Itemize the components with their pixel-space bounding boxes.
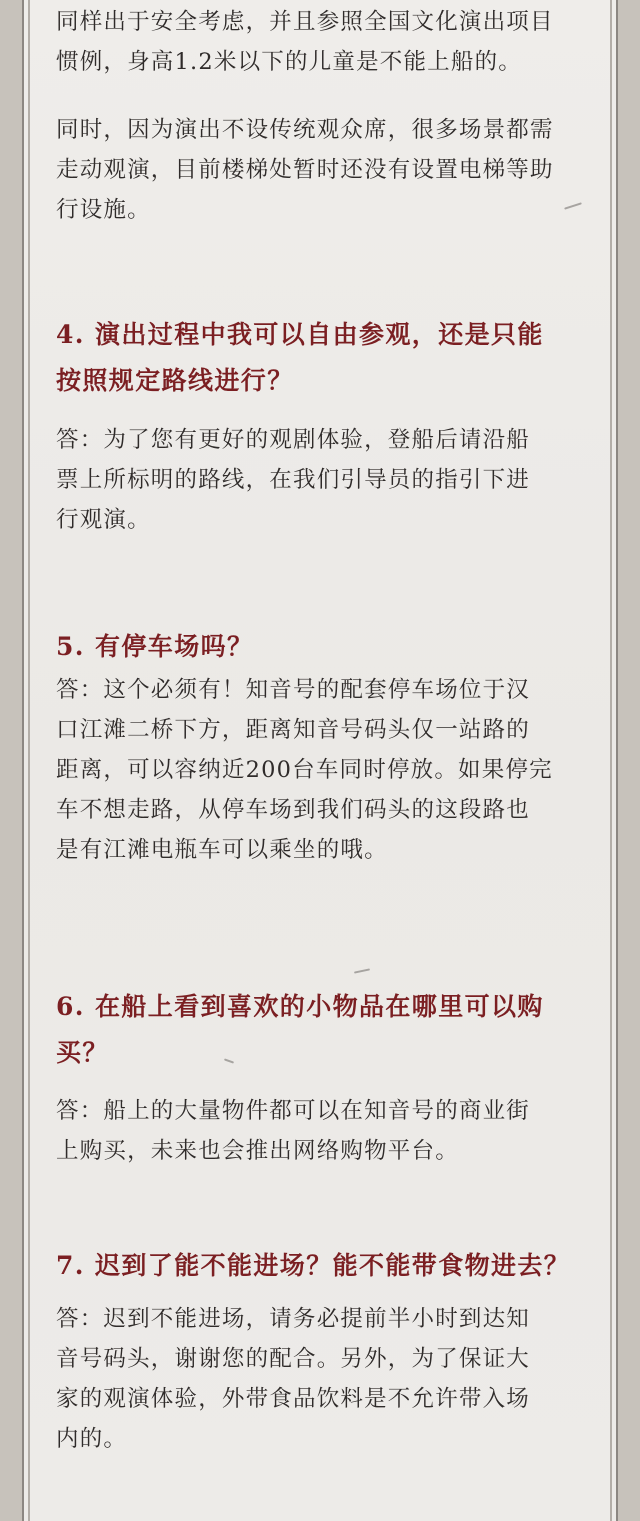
question-line: 5. 有停车场吗？ — [56, 632, 254, 661]
faq-answer-7 — [56, 1299, 616, 1459]
answer-line: 答：船上的大量物件都可以在知音号的商业街 — [56, 1098, 531, 1124]
answer-line: 答：迟到不能进场，请务必提前半小时到达知 — [56, 1306, 531, 1332]
question-line: 按照规定路线进行？ — [56, 366, 294, 395]
answer-line: 距离，可以容纳近200台车同时停放。如果停完 — [56, 757, 553, 783]
faq-question-6 — [56, 984, 616, 1076]
intro-paragraph-2 — [56, 110, 616, 230]
faq-question-4 — [56, 312, 616, 404]
answer-line: 答：为了您有更好的观剧体验，登船后请沿船 — [56, 427, 531, 453]
text-line: 行设施。 — [56, 197, 151, 223]
answer-line: 内的。 — [56, 1426, 128, 1452]
answer-line: 票上所标明的路线，在我们引导员的指引下进 — [56, 467, 531, 493]
answer-line: 音号码头，谢谢您的配合。另外，为了保证大 — [56, 1346, 531, 1372]
answer-line: 车不想走路，从停车场到我们码头的这段路也 — [56, 797, 531, 823]
answer-line: 家的观演体验，外带食品饮料是不允许带入场 — [56, 1386, 531, 1412]
text-line: 同样出于安全考虑，并且参照全国文化演出项目 — [56, 9, 554, 35]
question-line: 7. 迟到了能不能进场？能不能带食物进去？ — [56, 1251, 571, 1280]
faq-answer-4 — [56, 420, 616, 540]
question-line: 买？ — [56, 1038, 109, 1067]
answer-line: 行观演。 — [56, 507, 151, 533]
answer-line: 上购买，未来也会推出网络购物平台。 — [56, 1138, 459, 1164]
answer-line: 答：这个必须有！知音号的配套停车场位于汉 — [56, 677, 531, 703]
text-line: 走动观演，目前楼梯处暂时还没有设置电梯等助 — [56, 157, 554, 183]
faq-question-7 — [56, 1243, 616, 1289]
question-line: 6. 在船上看到喜欢的小物品在哪里可以购 — [56, 992, 544, 1021]
faq-answer-5 — [56, 670, 616, 870]
answer-line: 口江滩二桥下方，距离知音号码头仅一站路的 — [56, 717, 531, 743]
paper-speck — [354, 968, 370, 973]
question-line: 4. 演出过程中我可以自由参观，还是只能 — [56, 320, 544, 349]
faq-answer-6 — [56, 1091, 616, 1171]
faq-question-5 — [56, 624, 616, 670]
intro-paragraph-1 — [56, 2, 616, 82]
text-line: 同时，因为演出不设传统观众席，很多场景都需 — [56, 117, 554, 143]
answer-line: 是有江滩电瓶车可以乘坐的哦。 — [56, 837, 388, 863]
text-line: 惯例，身高1.2米以下的儿童是不能上船的。 — [56, 49, 522, 75]
